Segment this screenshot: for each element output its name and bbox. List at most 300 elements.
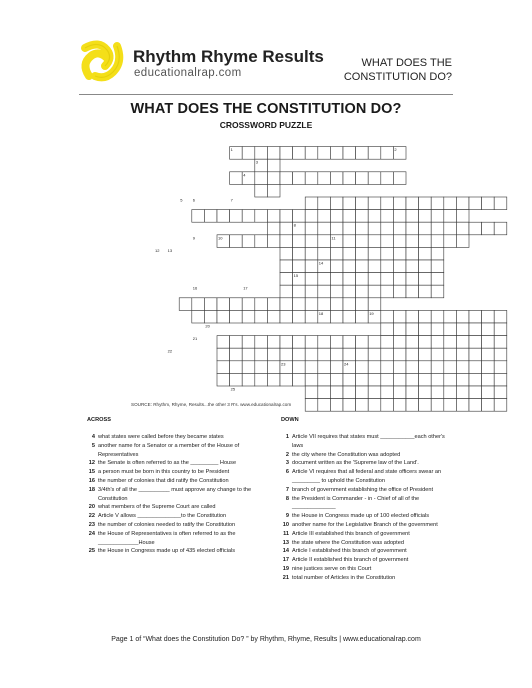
crossword-cell[interactable] — [393, 373, 406, 386]
crossword-cell[interactable] — [255, 172, 268, 185]
crossword-cell[interactable] — [482, 386, 495, 399]
crossword-cell[interactable] — [217, 210, 230, 223]
crossword-cell[interactable] — [431, 348, 444, 361]
crossword-cell[interactable] — [343, 172, 356, 185]
crossword-cell[interactable] — [305, 285, 318, 298]
crossword-cell[interactable] — [293, 147, 306, 160]
crossword-cell[interactable] — [343, 298, 356, 311]
crossword-cell[interactable] — [242, 298, 255, 311]
crossword-cell[interactable] — [356, 197, 369, 210]
crossword-cell[interactable] — [444, 361, 457, 374]
crossword-cell[interactable] — [368, 399, 381, 412]
crossword-cell[interactable] — [381, 386, 394, 399]
crossword-cell[interactable] — [255, 298, 268, 311]
crossword-cell[interactable] — [305, 260, 318, 273]
crossword-cell[interactable] — [431, 260, 444, 273]
crossword-cell[interactable] — [393, 323, 406, 336]
crossword-cell[interactable] — [494, 361, 507, 374]
crossword-cell[interactable] — [419, 310, 432, 323]
crossword-cell[interactable] — [406, 285, 419, 298]
crossword-cell[interactable] — [356, 386, 369, 399]
crossword-cell[interactable] — [217, 336, 230, 349]
crossword-cell[interactable] — [318, 197, 331, 210]
crossword-cell[interactable] — [419, 336, 432, 349]
crossword-cell[interactable] — [444, 197, 457, 210]
crossword-cell[interactable] — [230, 361, 243, 374]
crossword-cell[interactable] — [469, 197, 482, 210]
crossword-cell[interactable] — [305, 336, 318, 349]
crossword-cell[interactable] — [330, 197, 343, 210]
crossword-cell[interactable] — [343, 310, 356, 323]
crossword-cell[interactable] — [343, 336, 356, 349]
crossword-cell[interactable] — [406, 323, 419, 336]
crossword-cell[interactable] — [318, 273, 331, 286]
crossword-cell[interactable] — [305, 399, 318, 412]
crossword-cell[interactable] — [305, 373, 318, 386]
crossword-cell[interactable] — [356, 373, 369, 386]
crossword-cell[interactable] — [368, 285, 381, 298]
crossword-cell[interactable] — [343, 386, 356, 399]
crossword-cell[interactable] — [293, 336, 306, 349]
crossword-cell[interactable] — [381, 373, 394, 386]
crossword-cell[interactable] — [280, 348, 293, 361]
crossword-cell[interactable] — [381, 260, 394, 273]
crossword-cell[interactable] — [419, 247, 432, 260]
crossword-cell[interactable] — [381, 172, 394, 185]
crossword-cell[interactable] — [419, 235, 432, 248]
crossword-cell[interactable] — [482, 222, 495, 235]
crossword-cell[interactable] — [482, 310, 495, 323]
crossword-cell[interactable] — [482, 361, 495, 374]
crossword-cell[interactable] — [343, 260, 356, 273]
crossword-cell[interactable] — [280, 310, 293, 323]
crossword-cell[interactable] — [381, 336, 394, 349]
crossword-cell[interactable] — [482, 323, 495, 336]
crossword-cell[interactable] — [444, 373, 457, 386]
crossword-cell[interactable] — [356, 348, 369, 361]
crossword-cell[interactable] — [419, 260, 432, 273]
crossword-cell[interactable] — [305, 247, 318, 260]
crossword-cell[interactable] — [444, 336, 457, 349]
crossword-cell[interactable] — [406, 399, 419, 412]
crossword-cell[interactable] — [431, 386, 444, 399]
crossword-cell[interactable] — [356, 310, 369, 323]
crossword-cell[interactable] — [393, 273, 406, 286]
crossword-cell[interactable] — [482, 348, 495, 361]
crossword-cell[interactable] — [330, 172, 343, 185]
crossword-cell[interactable] — [368, 172, 381, 185]
crossword-cell[interactable] — [393, 386, 406, 399]
crossword-cell[interactable] — [305, 273, 318, 286]
crossword-cell[interactable] — [381, 210, 394, 223]
crossword-cell[interactable] — [431, 336, 444, 349]
crossword-cell[interactable] — [381, 348, 394, 361]
crossword-cell[interactable] — [330, 247, 343, 260]
crossword-cell[interactable] — [267, 222, 280, 235]
crossword-cell[interactable] — [456, 222, 469, 235]
crossword-cell[interactable] — [368, 298, 381, 311]
crossword-cell[interactable] — [469, 348, 482, 361]
crossword-cell[interactable] — [318, 222, 331, 235]
crossword-cell[interactable] — [267, 172, 280, 185]
crossword-cell[interactable] — [230, 310, 243, 323]
crossword-cell[interactable] — [318, 348, 331, 361]
crossword-cell[interactable] — [343, 222, 356, 235]
crossword-cell[interactable] — [343, 247, 356, 260]
crossword-cell[interactable] — [230, 373, 243, 386]
crossword-cell[interactable] — [419, 210, 432, 223]
crossword-cell[interactable] — [293, 247, 306, 260]
crossword-cell[interactable] — [368, 247, 381, 260]
crossword-cell[interactable] — [368, 222, 381, 235]
crossword-cell[interactable] — [330, 222, 343, 235]
crossword-cell[interactable] — [444, 348, 457, 361]
crossword-cell[interactable] — [368, 197, 381, 210]
crossword-cell[interactable] — [217, 310, 230, 323]
crossword-cell[interactable] — [280, 373, 293, 386]
crossword-cell[interactable] — [204, 210, 217, 223]
crossword-cell[interactable] — [293, 310, 306, 323]
crossword-cell[interactable] — [469, 386, 482, 399]
crossword-cell[interactable] — [280, 247, 293, 260]
crossword-cell[interactable] — [305, 361, 318, 374]
crossword-cell[interactable] — [368, 348, 381, 361]
crossword-cell[interactable] — [343, 197, 356, 210]
crossword-cell[interactable] — [381, 273, 394, 286]
crossword-cell[interactable] — [343, 210, 356, 223]
crossword-cell[interactable] — [494, 222, 507, 235]
crossword-cell[interactable] — [280, 285, 293, 298]
crossword-cell[interactable] — [406, 260, 419, 273]
crossword-cell[interactable] — [255, 147, 268, 160]
crossword-cell[interactable] — [255, 373, 268, 386]
crossword-cell[interactable] — [482, 399, 495, 412]
crossword-cell[interactable] — [330, 210, 343, 223]
crossword-cell[interactable] — [280, 222, 293, 235]
crossword-cell[interactable] — [255, 310, 268, 323]
crossword-cell[interactable] — [406, 336, 419, 349]
crossword-cell[interactable] — [267, 235, 280, 248]
crossword-cell[interactable] — [192, 310, 205, 323]
crossword-cell[interactable] — [444, 399, 457, 412]
crossword-cell[interactable] — [330, 361, 343, 374]
crossword-cell[interactable] — [305, 172, 318, 185]
crossword-cell[interactable] — [456, 336, 469, 349]
crossword-cell[interactable] — [293, 210, 306, 223]
crossword-cell[interactable] — [469, 373, 482, 386]
crossword-cell[interactable] — [406, 210, 419, 223]
crossword-cell[interactable] — [267, 298, 280, 311]
crossword-cell[interactable] — [368, 235, 381, 248]
crossword-cell[interactable] — [469, 399, 482, 412]
crossword-cell[interactable] — [456, 361, 469, 374]
crossword-cell[interactable] — [230, 172, 243, 185]
crossword-cell[interactable] — [356, 147, 369, 160]
crossword-cell[interactable] — [242, 235, 255, 248]
crossword-cell[interactable] — [280, 147, 293, 160]
crossword-cell[interactable] — [456, 310, 469, 323]
crossword-cell[interactable] — [343, 399, 356, 412]
crossword-cell[interactable] — [494, 310, 507, 323]
crossword-cell[interactable] — [406, 222, 419, 235]
crossword-cell[interactable] — [456, 235, 469, 248]
crossword-cell[interactable] — [393, 348, 406, 361]
crossword-cell[interactable] — [431, 323, 444, 336]
crossword-cell[interactable] — [242, 210, 255, 223]
crossword-cell[interactable] — [431, 399, 444, 412]
crossword-cell[interactable] — [444, 210, 457, 223]
crossword-cell[interactable] — [280, 210, 293, 223]
crossword-cell[interactable] — [368, 273, 381, 286]
crossword-cell[interactable] — [255, 210, 268, 223]
crossword-cell[interactable] — [381, 323, 394, 336]
crossword-cell[interactable] — [431, 273, 444, 286]
crossword-cell[interactable] — [406, 273, 419, 286]
crossword-cell[interactable] — [280, 260, 293, 273]
crossword-cell[interactable] — [242, 147, 255, 160]
crossword-cell[interactable] — [419, 399, 432, 412]
crossword-cell[interactable] — [305, 197, 318, 210]
crossword-cell[interactable] — [356, 336, 369, 349]
crossword-cell[interactable] — [444, 323, 457, 336]
crossword-cell[interactable] — [267, 147, 280, 160]
crossword-cell[interactable] — [255, 348, 268, 361]
crossword-cell[interactable] — [293, 235, 306, 248]
crossword-cell[interactable] — [406, 348, 419, 361]
crossword-cell[interactable] — [179, 298, 192, 311]
crossword-cell[interactable] — [368, 386, 381, 399]
crossword-cell[interactable] — [318, 298, 331, 311]
crossword-cell[interactable] — [393, 310, 406, 323]
crossword-cell[interactable] — [318, 172, 331, 185]
crossword-cell[interactable] — [267, 348, 280, 361]
crossword-cell[interactable] — [230, 235, 243, 248]
crossword-cell[interactable] — [456, 399, 469, 412]
crossword-cell[interactable] — [356, 361, 369, 374]
crossword-cell[interactable] — [356, 172, 369, 185]
crossword-cell[interactable] — [419, 273, 432, 286]
crossword-cell[interactable] — [330, 285, 343, 298]
crossword-cell[interactable] — [330, 399, 343, 412]
crossword-cell[interactable] — [293, 260, 306, 273]
crossword-cell[interactable] — [267, 210, 280, 223]
crossword-cell[interactable] — [318, 147, 331, 160]
crossword-cell[interactable] — [393, 361, 406, 374]
crossword-cell[interactable] — [330, 386, 343, 399]
crossword-cell[interactable] — [217, 373, 230, 386]
crossword-cell[interactable] — [318, 285, 331, 298]
crossword-cell[interactable] — [494, 373, 507, 386]
crossword-cell[interactable] — [280, 336, 293, 349]
crossword-cell[interactable] — [419, 323, 432, 336]
crossword-cell[interactable] — [469, 361, 482, 374]
crossword-cell[interactable] — [368, 373, 381, 386]
crossword-cell[interactable] — [255, 184, 268, 197]
crossword-cell[interactable] — [494, 336, 507, 349]
crossword-cell[interactable] — [305, 348, 318, 361]
crossword-cell[interactable] — [217, 298, 230, 311]
crossword-cell[interactable] — [343, 285, 356, 298]
crossword-cell[interactable] — [381, 235, 394, 248]
crossword-cell[interactable] — [330, 147, 343, 160]
crossword-cell[interactable] — [356, 285, 369, 298]
crossword-cell[interactable] — [267, 361, 280, 374]
crossword-cell[interactable] — [280, 172, 293, 185]
crossword-cell[interactable] — [230, 348, 243, 361]
crossword-cell[interactable] — [356, 260, 369, 273]
crossword-cell[interactable] — [280, 235, 293, 248]
crossword-cell[interactable] — [393, 247, 406, 260]
crossword-cell[interactable] — [267, 159, 280, 172]
crossword-cell[interactable] — [318, 210, 331, 223]
crossword-cell[interactable] — [469, 336, 482, 349]
crossword-cell[interactable] — [356, 235, 369, 248]
crossword-cell[interactable] — [393, 285, 406, 298]
crossword-cell[interactable] — [444, 310, 457, 323]
crossword-cell[interactable] — [305, 310, 318, 323]
crossword-cell[interactable] — [356, 399, 369, 412]
crossword-cell[interactable] — [456, 197, 469, 210]
crossword-cell[interactable] — [242, 310, 255, 323]
crossword-cell[interactable] — [381, 285, 394, 298]
crossword-cell[interactable] — [318, 399, 331, 412]
crossword-cell[interactable] — [406, 247, 419, 260]
crossword-cell[interactable] — [267, 184, 280, 197]
crossword-cell[interactable] — [393, 399, 406, 412]
crossword-cell[interactable] — [318, 247, 331, 260]
crossword-cell[interactable] — [368, 361, 381, 374]
crossword-cell[interactable] — [343, 373, 356, 386]
crossword-cell[interactable] — [393, 336, 406, 349]
crossword-cell[interactable] — [368, 147, 381, 160]
crossword-cell[interactable] — [280, 273, 293, 286]
crossword-cell[interactable] — [419, 222, 432, 235]
crossword-cell[interactable] — [330, 310, 343, 323]
crossword-cell[interactable] — [431, 235, 444, 248]
crossword-cell[interactable] — [242, 336, 255, 349]
crossword-cell[interactable] — [431, 210, 444, 223]
crossword-cell[interactable] — [293, 298, 306, 311]
crossword-cell[interactable] — [318, 361, 331, 374]
crossword-cell[interactable] — [406, 373, 419, 386]
crossword-cell[interactable] — [230, 336, 243, 349]
crossword-cell[interactable] — [406, 386, 419, 399]
crossword-cell[interactable] — [494, 197, 507, 210]
crossword-cell[interactable] — [431, 310, 444, 323]
crossword-cell[interactable] — [444, 386, 457, 399]
crossword-cell[interactable] — [330, 298, 343, 311]
crossword-cell[interactable] — [381, 147, 394, 160]
crossword-cell[interactable] — [267, 310, 280, 323]
crossword-cell[interactable] — [419, 285, 432, 298]
crossword-cell[interactable] — [343, 235, 356, 248]
crossword-cell[interactable] — [393, 172, 406, 185]
crossword-cell[interactable] — [242, 361, 255, 374]
crossword-cell[interactable] — [305, 222, 318, 235]
crossword-cell[interactable] — [368, 336, 381, 349]
crossword-cell[interactable] — [431, 197, 444, 210]
crossword-cell[interactable] — [230, 210, 243, 223]
crossword-cell[interactable] — [356, 298, 369, 311]
crossword-cell[interactable] — [293, 172, 306, 185]
crossword-cell[interactable] — [456, 323, 469, 336]
crossword-cell[interactable] — [255, 336, 268, 349]
crossword-cell[interactable] — [267, 373, 280, 386]
crossword-cell[interactable] — [393, 210, 406, 223]
crossword-cell[interactable] — [381, 399, 394, 412]
crossword-cell[interactable] — [305, 147, 318, 160]
crossword-cell[interactable] — [368, 210, 381, 223]
crossword-cell[interactable] — [482, 336, 495, 349]
crossword-cell[interactable] — [293, 373, 306, 386]
crossword-cell[interactable] — [381, 310, 394, 323]
crossword-cell[interactable] — [381, 197, 394, 210]
crossword-cell[interactable] — [482, 373, 495, 386]
crossword-cell[interactable] — [204, 310, 217, 323]
crossword-cell[interactable] — [293, 361, 306, 374]
crossword-cell[interactable] — [406, 235, 419, 248]
crossword-cell[interactable] — [330, 273, 343, 286]
crossword-cell[interactable] — [267, 336, 280, 349]
crossword-cell[interactable] — [431, 222, 444, 235]
crossword-cell[interactable] — [456, 348, 469, 361]
crossword-cell[interactable] — [255, 235, 268, 248]
crossword-cell[interactable] — [419, 348, 432, 361]
crossword-cell[interactable] — [469, 310, 482, 323]
crossword-cell[interactable] — [494, 399, 507, 412]
crossword-cell[interactable] — [280, 298, 293, 311]
crossword-cell[interactable] — [293, 285, 306, 298]
crossword-cell[interactable] — [444, 235, 457, 248]
crossword-cell[interactable] — [293, 348, 306, 361]
crossword-cell[interactable] — [330, 260, 343, 273]
crossword-cell[interactable] — [343, 147, 356, 160]
crossword-cell[interactable] — [192, 210, 205, 223]
crossword-cell[interactable] — [368, 260, 381, 273]
crossword-cell[interactable] — [494, 323, 507, 336]
crossword-cell[interactable] — [381, 247, 394, 260]
crossword-cell[interactable] — [406, 310, 419, 323]
crossword-cell[interactable] — [330, 336, 343, 349]
crossword-cell[interactable] — [393, 222, 406, 235]
crossword-cell[interactable] — [419, 197, 432, 210]
crossword-cell[interactable] — [431, 373, 444, 386]
crossword-cell[interactable] — [217, 361, 230, 374]
crossword-cell[interactable] — [356, 222, 369, 235]
crossword-cell[interactable] — [330, 348, 343, 361]
crossword-cell[interactable] — [305, 210, 318, 223]
crossword-cell[interactable] — [393, 260, 406, 273]
crossword-cell[interactable] — [318, 373, 331, 386]
crossword-cell[interactable] — [356, 273, 369, 286]
crossword-cell[interactable] — [469, 323, 482, 336]
crossword-cell[interactable] — [318, 336, 331, 349]
crossword-cell[interactable] — [456, 373, 469, 386]
crossword-cell[interactable] — [305, 386, 318, 399]
crossword-cell[interactable] — [469, 222, 482, 235]
crossword-cell[interactable] — [381, 361, 394, 374]
crossword-cell[interactable] — [431, 285, 444, 298]
crossword-cell[interactable] — [255, 361, 268, 374]
crossword-cell[interactable] — [456, 210, 469, 223]
crossword-cell[interactable] — [494, 348, 507, 361]
crossword-cell[interactable] — [393, 197, 406, 210]
crossword-cell[interactable] — [318, 386, 331, 399]
crossword-cell[interactable] — [381, 222, 394, 235]
crossword-cell[interactable] — [343, 273, 356, 286]
crossword-cell[interactable] — [406, 361, 419, 374]
crossword-cell[interactable] — [356, 247, 369, 260]
